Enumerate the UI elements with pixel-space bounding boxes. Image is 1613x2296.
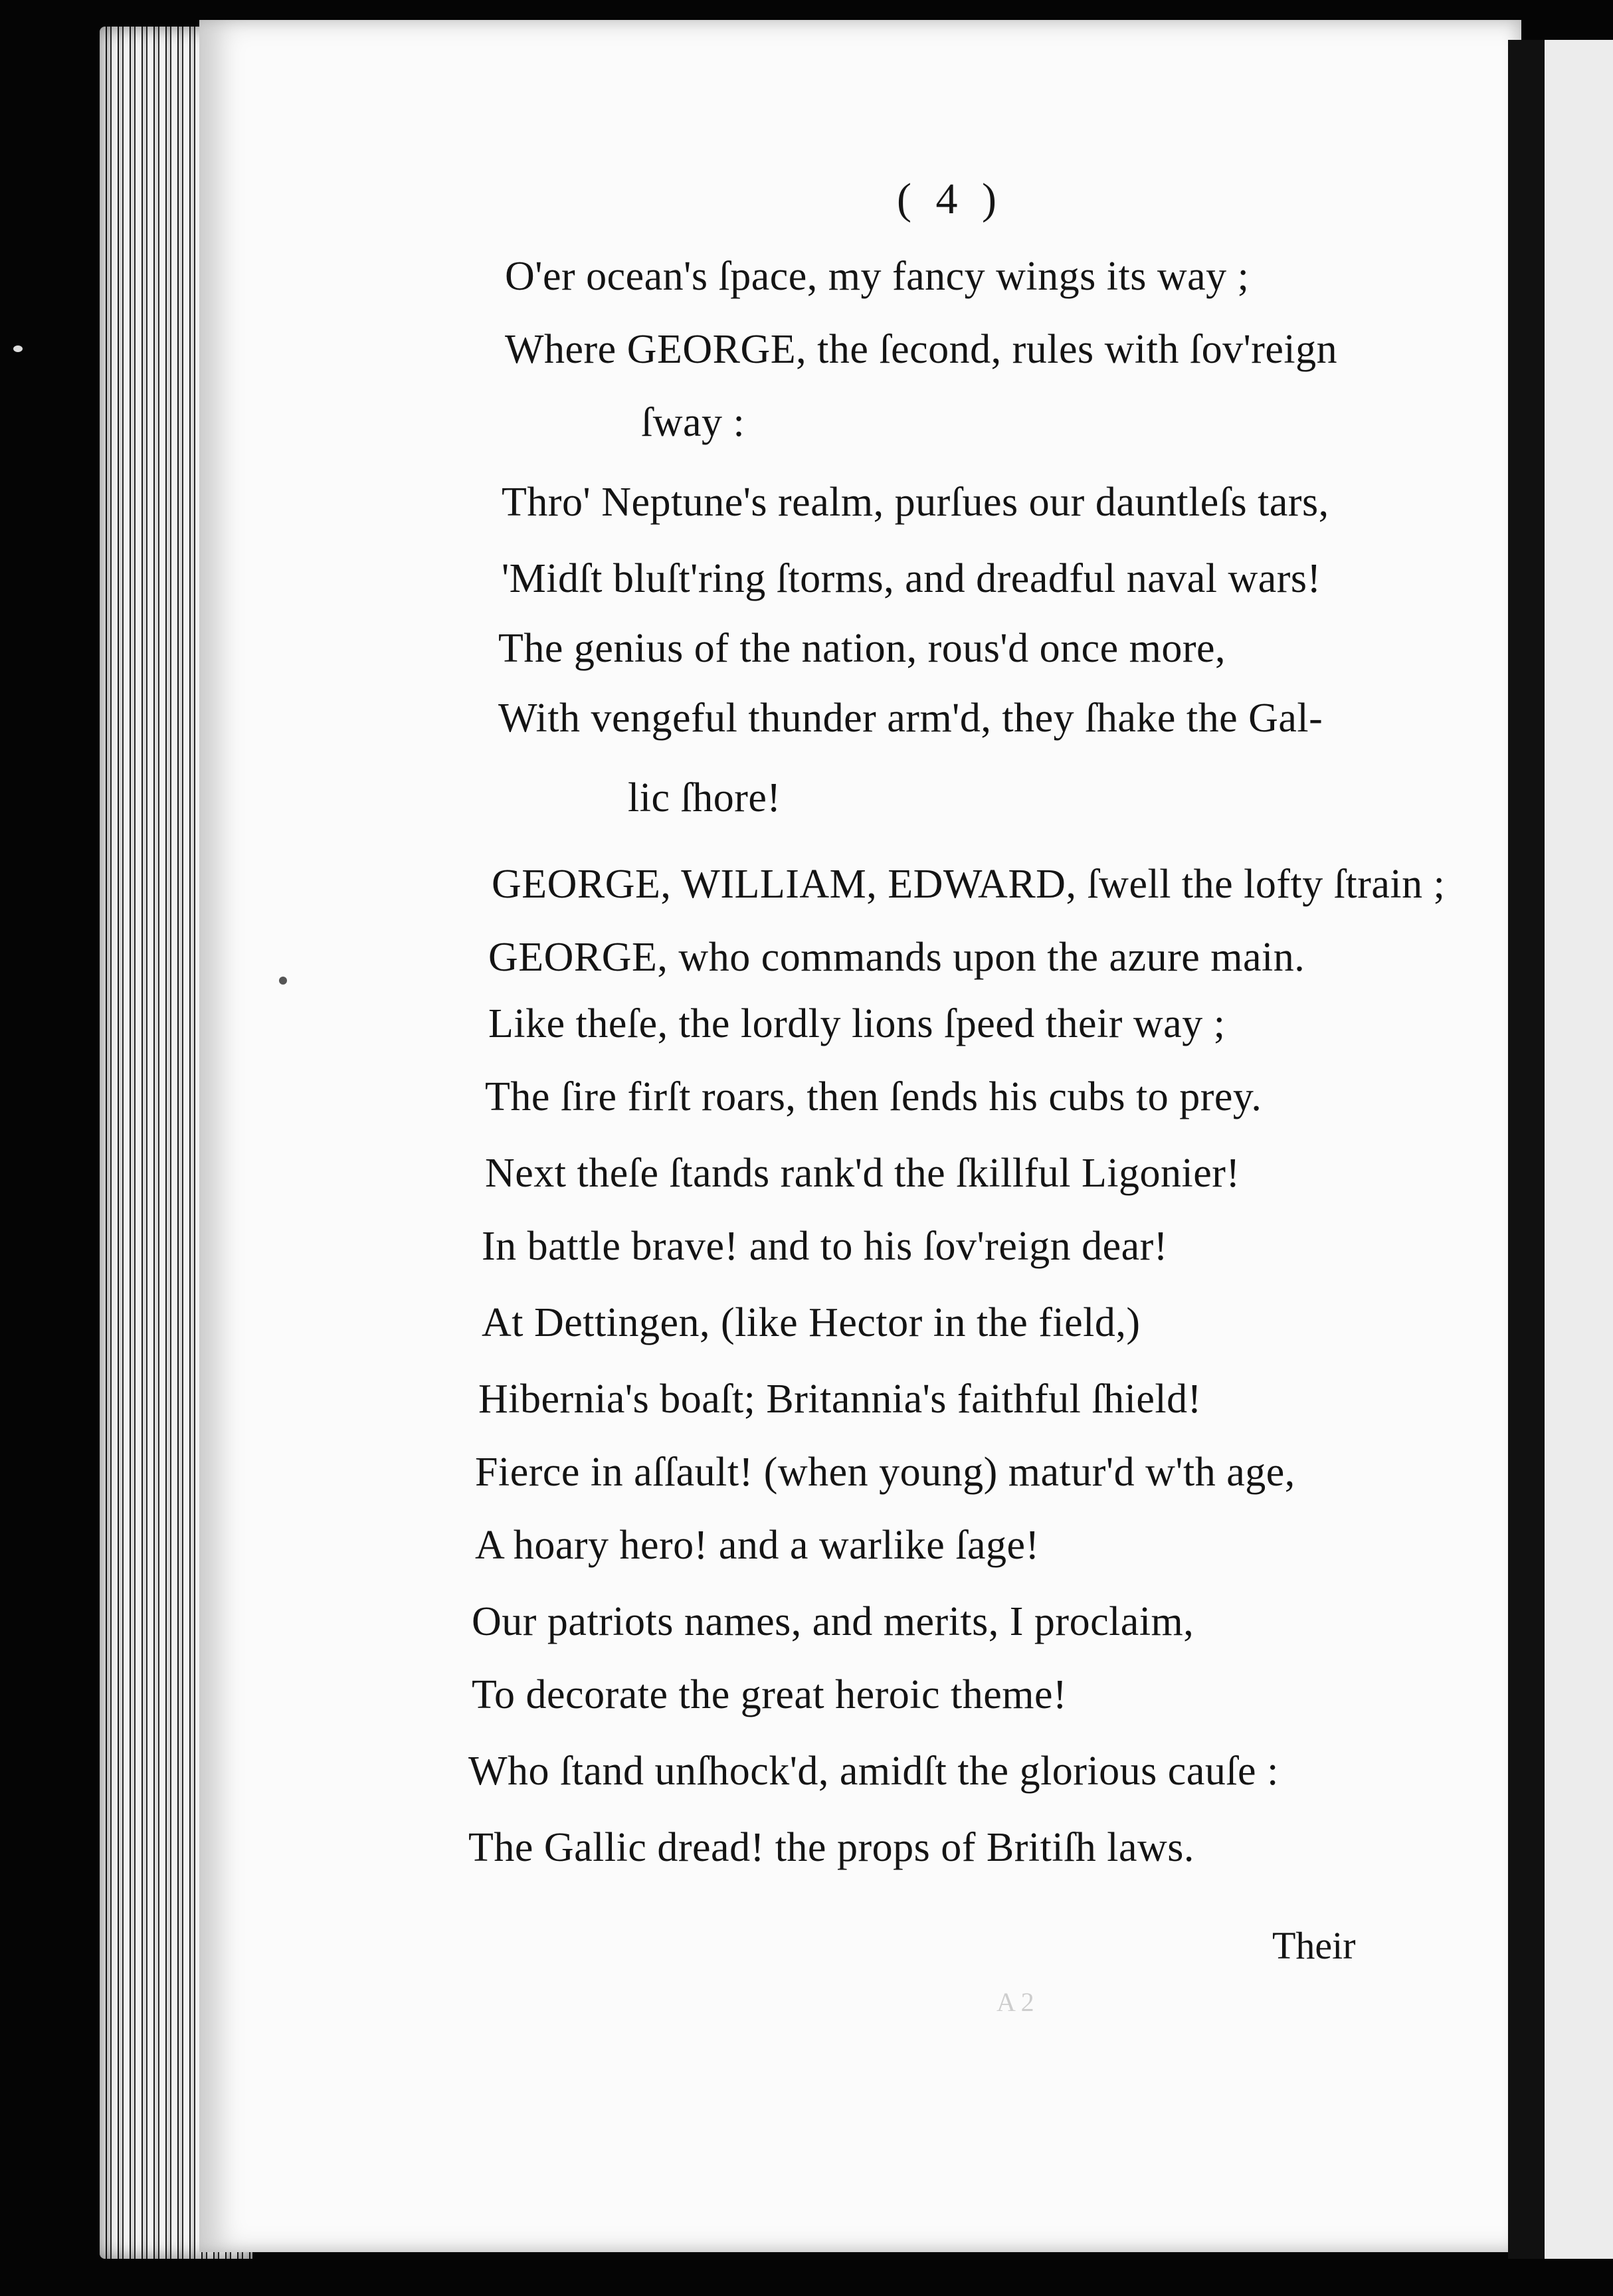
poem-line: Like theſe, the lordly lions ſpeed their way ; bbox=[488, 1001, 1226, 1046]
page-number: ( 4 ) bbox=[897, 175, 1003, 223]
poem-line: Who ſtand unſhock'd, amidſt the glorious cauſe : bbox=[468, 1749, 1279, 1794]
poem-line: A hoary hero! and a warlike ſage! bbox=[475, 1523, 1040, 1568]
poem-line: In battle brave! and to his ſov'reign dear! bbox=[482, 1224, 1168, 1269]
poem-line: Fierce in aſſault! (when young) matur'd w'th age, bbox=[475, 1450, 1295, 1495]
poem-line: Where GEORGE, the ſecond, rules with ſov'reign bbox=[505, 327, 1338, 372]
poem-line: 'Midſt bluſt'ring ſtorms, and dreadful naval wars! bbox=[502, 556, 1321, 601]
poem-line: GEORGE, WILLIAM, EDWARD, ſwell the lofty ſtrain ; bbox=[492, 862, 1446, 907]
poem-line: Our patriots names, and merits, I proclaim, bbox=[472, 1599, 1194, 1644]
poem-line: At Dettingen, (like Hector in the field,) bbox=[482, 1300, 1141, 1345]
poem-line: The genius of the nation, rous'd once more, bbox=[498, 626, 1226, 671]
poem-line: GEORGE, who commands upon the azure main. bbox=[488, 935, 1305, 980]
poem-line: ſway : bbox=[641, 400, 745, 445]
poem-line: To decorate the great heroic theme! bbox=[472, 1672, 1068, 1717]
poem-line: With vengeful thunder arm'd, they ſhake the Gal- bbox=[498, 696, 1323, 741]
poem-line: Hibernia's boaſt; Britannia's faithful ſhield! bbox=[478, 1377, 1202, 1422]
poem-line: The ſire firſt roars, then ſends his cubs to prey. bbox=[485, 1074, 1262, 1119]
poem-line: lic ſhore! bbox=[628, 775, 781, 820]
poem-line: The Gallic dread! the props of Britiſh laws. bbox=[468, 1825, 1194, 1870]
poem-line: Next theſe ſtands rank'd the ſkillful Ligonier! bbox=[485, 1151, 1240, 1196]
signature-mark: A 2 bbox=[996, 1987, 1034, 2017]
poem-line: O'er ocean's ſpace, my fancy wings its way ; bbox=[505, 254, 1250, 299]
catchword: Their bbox=[1272, 1924, 1356, 1967]
poem-line: Thro' Neptune's realm, purſues our dauntleſs tars, bbox=[502, 480, 1329, 525]
